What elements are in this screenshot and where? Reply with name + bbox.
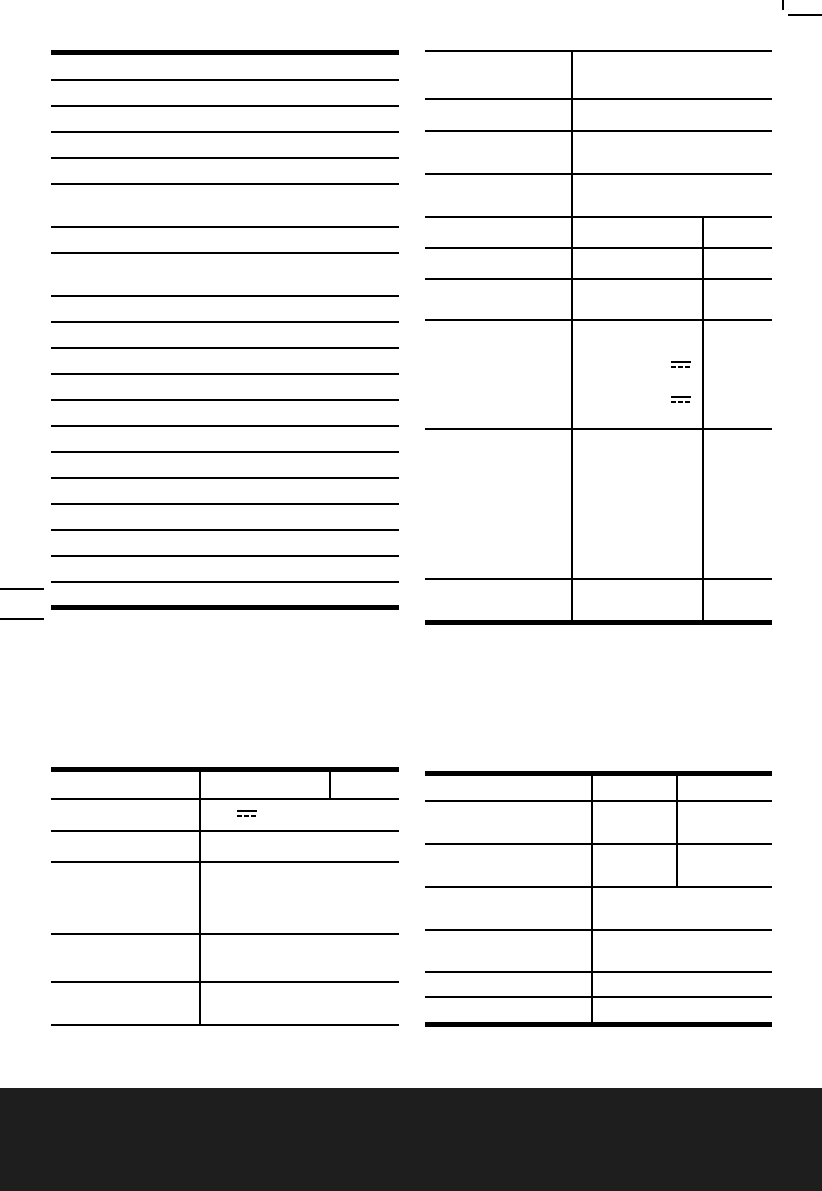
table-bottom-rule (425, 1022, 772, 1027)
table-row-divider (425, 428, 772, 430)
table-row-divider (51, 226, 399, 228)
table-row-divider (51, 321, 399, 323)
table-top-rule (51, 50, 399, 55)
table-row-divider (425, 130, 772, 132)
table-row-divider (425, 843, 772, 845)
table-column-divider (199, 767, 201, 1025)
table-row-divider (51, 933, 399, 935)
table-row-divider (51, 373, 399, 375)
table-row-divider (51, 529, 399, 531)
table-row-divider (425, 247, 772, 249)
table-row-divider (51, 183, 399, 185)
table-row-divider (51, 79, 399, 81)
table-row-divider (51, 131, 399, 133)
table-row-divider (51, 555, 399, 557)
side-tab-top-rule (0, 588, 44, 590)
table-row-divider (425, 98, 772, 100)
table-top-rule (51, 767, 399, 772)
table-row-divider (51, 981, 399, 983)
table-column-divider (676, 771, 678, 886)
table-row-divider (425, 800, 772, 802)
table-row-divider (51, 861, 399, 863)
table-top-rule (425, 50, 772, 52)
table-row-divider (51, 295, 399, 297)
table-row-divider (51, 581, 399, 583)
dc-current-icon (237, 810, 257, 820)
dc-current-icon (671, 361, 691, 371)
table-row-divider (425, 278, 772, 280)
table-row-divider (425, 578, 772, 580)
table-bottom-rule (51, 1024, 399, 1026)
table-column-divider (591, 771, 593, 1022)
table-bottom-rule (51, 605, 399, 610)
table-row-divider (51, 157, 399, 159)
table-column-divider (702, 216, 704, 621)
crop-mark-horizontal (788, 14, 822, 16)
table-row-divider (425, 216, 772, 218)
table-row-divider (51, 425, 399, 427)
table-row-divider (51, 798, 399, 800)
table-row-divider (51, 503, 399, 505)
table-row-divider (425, 996, 772, 998)
table-row-divider (51, 347, 399, 349)
footer-bar (0, 1088, 822, 1191)
crop-mark-vertical (782, 0, 784, 10)
table-row-divider (425, 929, 772, 931)
dc-current-icon (671, 396, 691, 406)
table-row-divider (425, 971, 772, 973)
table-column-divider (329, 767, 331, 799)
table-row-divider (51, 477, 399, 479)
table-row-divider (51, 252, 399, 254)
table-row-divider (51, 451, 399, 453)
table-row-divider (51, 399, 399, 401)
table-row-divider (51, 830, 399, 832)
table-column-divider (571, 50, 573, 621)
table-row-divider (425, 173, 772, 175)
table-row-divider (425, 319, 772, 321)
side-tab-bottom-rule (0, 618, 44, 620)
table-row-divider (51, 105, 399, 107)
table-top-rule (425, 771, 772, 776)
table-bottom-rule (425, 620, 772, 625)
table-row-divider (425, 886, 772, 888)
